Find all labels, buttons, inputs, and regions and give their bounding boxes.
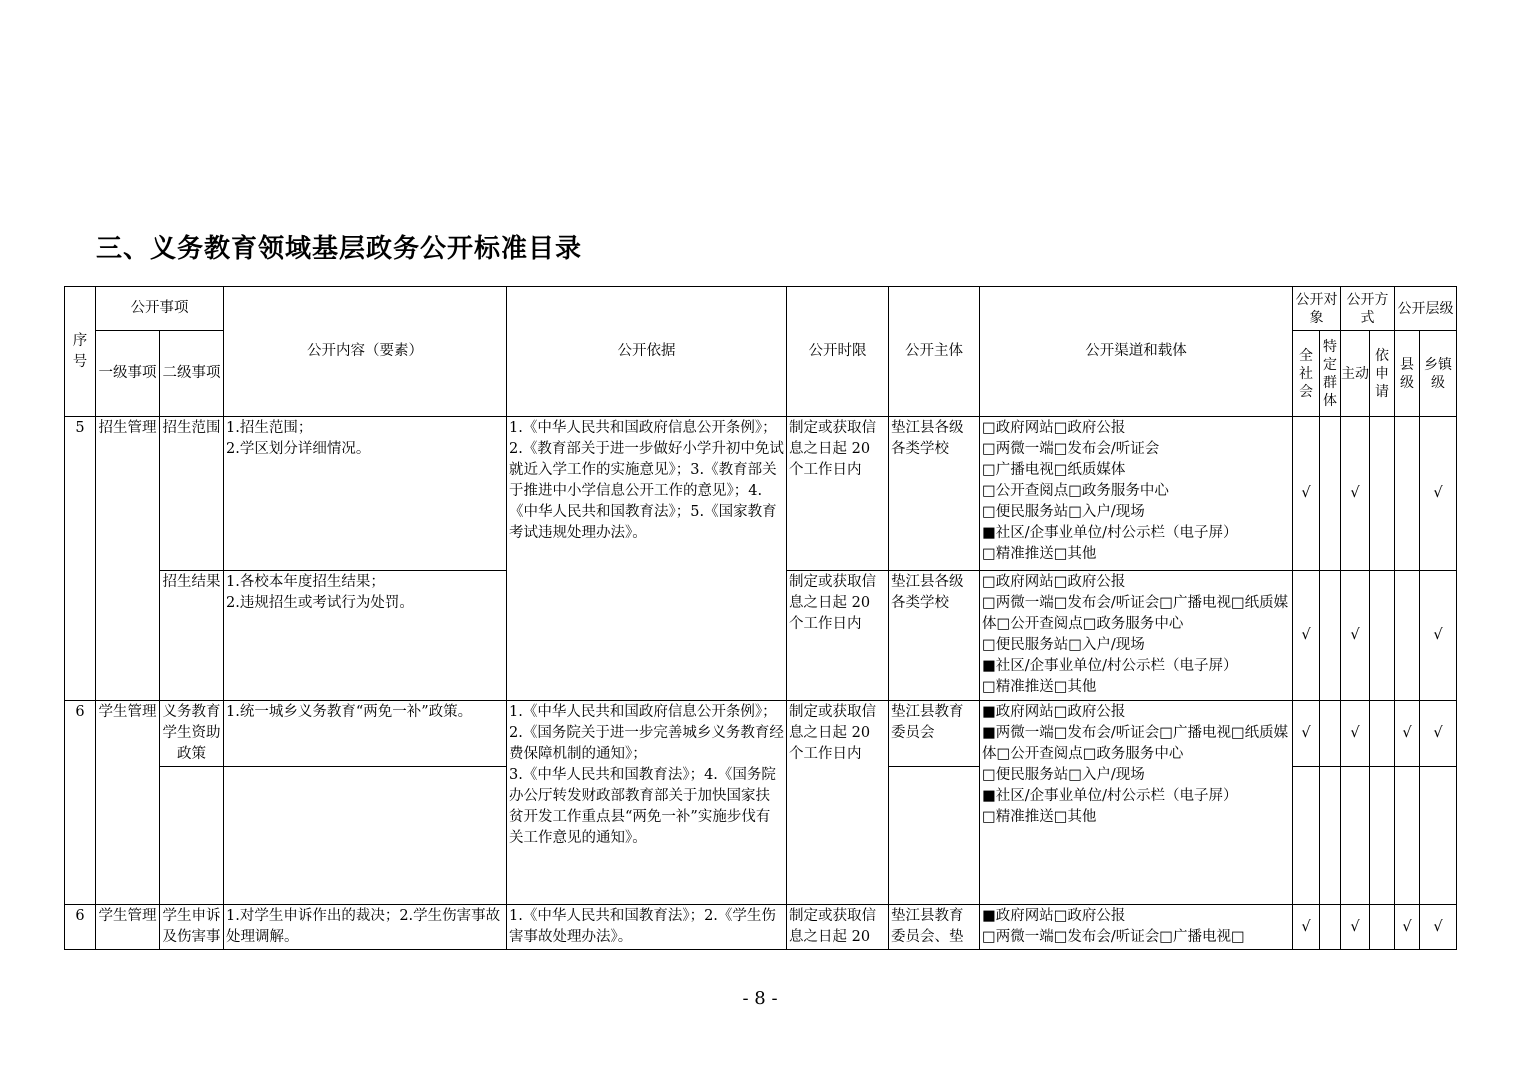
- row-content: 1.对学生申诉作出的裁决；2.学生伤害事故处理调解。: [224, 905, 507, 950]
- table-row: [65, 417, 1457, 571]
- row-time-limit: 制定或获取信息之日起 20 个工作日内: [787, 571, 889, 701]
- header-level-county: 县级: [1395, 331, 1420, 417]
- mark-target-all: √: [1293, 571, 1320, 701]
- mark-level-town: √: [1420, 905, 1457, 950]
- header-level2: 二级事项: [160, 331, 224, 417]
- header-item-group: 公开事项: [96, 287, 224, 331]
- row-subject: 垫江县教育委员会、垫: [889, 905, 980, 950]
- header-mode-request: 依申请: [1370, 331, 1395, 417]
- mark-mode-request: [1370, 417, 1395, 571]
- row-level1: 学生管理: [96, 905, 160, 950]
- row-basis: 1.《中华人民共和国政府信息公开条例》；2.《教育部关于进一步做好小学升初中免试就近入学工作的实施意见》；3.《教育部关于推进中小学信息公开工作的意见》；4.《中华人民共和国教育法》；5.《国家教育考试违规处理办法》。: [507, 417, 787, 701]
- mark-level-county: [1395, 571, 1420, 701]
- row-basis: 1.《中华人民共和国政府信息公开条例》； 2.《国务院关于进一步完善城乡义务教育经费保障机制的通知》； 3.《中华人民共和国教育法》；4.《国务院办公厅转发财政部教育部关于加快国家扶贫开发工作重点县“两免一补”实施步伐有关工作意见的通知》。: [507, 701, 787, 905]
- row-channel: □政府网站□政府公报 □两微一端□发布会/听证会 □广播电视□纸质媒体 □公开查阅点□政务服务中心 □便民服务站□入户/现场 ■社区/企事业单位/村公示栏（电子屏） □精准推送□其他: [980, 417, 1293, 571]
- header-target-all: 全社会: [1293, 331, 1320, 417]
- empty-cell: [224, 767, 507, 905]
- row-level2: 义务教育学生资助政策: [160, 701, 224, 767]
- row-content: 1.各校本年度招生结果； 2.违规招生或考试行为处罚。: [224, 571, 507, 701]
- row-subject: 垫江县各级各类学校: [889, 571, 980, 701]
- mark-level-county: √: [1395, 701, 1420, 767]
- header-time-limit: 公开时限: [787, 287, 889, 417]
- mark-level-county: √: [1395, 905, 1420, 950]
- empty-cell: [1320, 767, 1341, 905]
- header-mode-group: 公开方式: [1341, 287, 1395, 331]
- row-time-limit: 制定或获取信息之日起 20 个工作日内: [787, 701, 889, 905]
- empty-cell: [1420, 767, 1457, 905]
- header-target-specific: 特定群体: [1320, 331, 1341, 417]
- mark-mode-active: √: [1341, 905, 1370, 950]
- header-level-group: 公开层级: [1395, 287, 1457, 331]
- mark-target-all: √: [1293, 905, 1320, 950]
- row-level2: 招生结果: [160, 571, 224, 701]
- empty-cell: [1293, 767, 1320, 905]
- row-subject: 垫江县教育委员会: [889, 701, 980, 767]
- mark-level-county: [1395, 417, 1420, 571]
- row-content: 1.统一城乡义务教育“两免一补”政策。: [224, 701, 507, 767]
- disclosure-table: [64, 286, 1457, 950]
- mark-target-specific: [1320, 417, 1341, 571]
- header-level1: 一级事项: [96, 331, 160, 417]
- header-content: 公开内容（要素）: [224, 287, 507, 417]
- row-seq: 6: [65, 701, 96, 905]
- mark-mode-request: [1370, 701, 1395, 767]
- row-level2: 学生申诉及伤害事: [160, 905, 224, 950]
- row-level2: 招生范围: [160, 417, 224, 571]
- mark-target-specific: [1320, 905, 1341, 950]
- mark-level-town: √: [1420, 701, 1457, 767]
- mark-target-specific: [1320, 701, 1341, 767]
- row-time-limit: 制定或获取信息之日起 20: [787, 905, 889, 950]
- row-channel: ■政府网站□政府公报 ■两微一端□发布会/听证会□广播电视□纸质媒体□公开查阅点□政务服务中心 □便民服务站□入户/现场 ■社区/企事业单位/村公示栏（电子屏） □精准推送□其他: [980, 701, 1293, 905]
- row-level1: 学生管理: [96, 701, 160, 905]
- empty-cell: [160, 767, 224, 905]
- mark-level-town: √: [1420, 571, 1457, 701]
- mark-mode-request: [1370, 571, 1395, 701]
- header-basis: 公开依据: [507, 287, 787, 417]
- row-channel: □政府网站□政府公报 □两微一端□发布会/听证会□广播电视□纸质媒体□公开查阅点□政务服务中心 □便民服务站□入户/现场 ■社区/企事业单位/村公示栏（电子屏） □精准推送□其他: [980, 571, 1293, 701]
- mark-mode-active: √: [1341, 701, 1370, 767]
- empty-cell: [1370, 767, 1395, 905]
- header-seq: 序号: [65, 287, 96, 417]
- mark-mode-active: √: [1341, 417, 1370, 571]
- row-subject: 垫江县各级各类学校: [889, 417, 980, 571]
- mark-mode-active: √: [1341, 571, 1370, 701]
- table-row: [65, 701, 1457, 767]
- page-number: - 8 -: [742, 988, 778, 1009]
- page-title: 三、义务教育领域基层政务公开标准目录: [96, 234, 583, 264]
- table-row: [65, 905, 1457, 950]
- row-channel: ■政府网站□政府公报 □两微一端□发布会/听证会□广播电视□: [980, 905, 1293, 950]
- empty-cell: [889, 767, 980, 905]
- header-mode-active: 主动: [1341, 331, 1370, 417]
- mark-target-specific: [1320, 571, 1341, 701]
- empty-cell: [1341, 767, 1370, 905]
- row-time-limit: 制定或获取信息之日起 20 个工作日内: [787, 417, 889, 571]
- mark-target-all: √: [1293, 417, 1320, 571]
- mark-target-all: √: [1293, 701, 1320, 767]
- row-seq: 5: [65, 417, 96, 701]
- header-level-town: 乡镇级: [1420, 331, 1457, 417]
- mark-level-town: √: [1420, 417, 1457, 571]
- header-target-group: 公开对象: [1293, 287, 1341, 331]
- header-subject: 公开主体: [889, 287, 980, 417]
- row-basis: 1.《中华人民共和国教育法》；2.《学生伤害事故处理办法》。: [507, 905, 787, 950]
- mark-mode-request: [1370, 905, 1395, 950]
- row-level1: 招生管理: [96, 417, 160, 701]
- row-content: 1.招生范围； 2.学区划分详细情况。: [224, 417, 507, 571]
- empty-cell: [1395, 767, 1420, 905]
- row-seq: 6: [65, 905, 96, 950]
- header-channel: 公开渠道和载体: [980, 287, 1293, 417]
